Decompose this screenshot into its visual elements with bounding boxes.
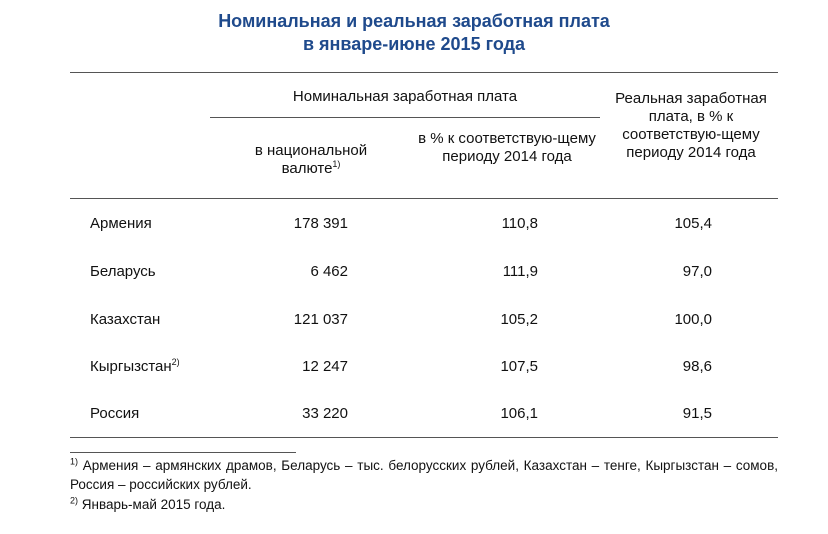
footnote-1 (70, 456, 778, 494)
footnote-1-text: Армения – армянских драмов, Беларусь – тыс. белорусских рублей, Казахстан – тенге, Кыргызстан – сомов, Россия – российских рублей. (70, 458, 778, 492)
real-pct-value: 97,0 (682, 263, 712, 280)
country-name: Армения (90, 215, 152, 232)
table-top-rule (70, 72, 778, 73)
footnote-1-mark: 1) (70, 456, 79, 467)
national-currency-value: 12 247 (302, 358, 348, 375)
national-currency-value: 121 037 (293, 311, 348, 328)
real-pct-value: 91,5 (682, 405, 712, 422)
header-bottom-rule (70, 198, 778, 199)
country-name: Кыргызстан (90, 358, 172, 375)
national-currency-value: 6 462 (310, 263, 348, 280)
national-currency-value: 178 391 (293, 215, 348, 232)
footnote-2 (70, 495, 778, 514)
footnote-ref-2: 2) (171, 357, 180, 367)
real-pct-value: 100,0 (674, 311, 712, 328)
nominal-pct-value: 110,8 (501, 215, 538, 232)
header-national-label: в национальной валюте (254, 142, 368, 177)
country-name: Казахстан (90, 311, 161, 328)
national-currency-value: 33 220 (302, 405, 348, 422)
page-title: Номинальная и реальная заработная плата (218, 11, 610, 31)
footnote-2-mark: 2) (70, 495, 79, 506)
country-name-with-note (90, 358, 180, 376)
header-national-currency (226, 142, 396, 178)
page-subtitle: в январе-июне 2015 года (302, 34, 526, 54)
header-group-rule (210, 117, 600, 118)
nominal-pct-value: 105,2 (500, 311, 538, 328)
footnote-ref-1: 1) (332, 159, 341, 169)
real-pct-value: 105,4 (674, 215, 712, 232)
nominal-pct-value: 107,5 (500, 358, 538, 375)
country-name: Беларусь (90, 263, 156, 280)
real-pct-value: 98,6 (682, 358, 712, 375)
country-name: Россия (90, 405, 140, 422)
header-real-pct: Реальная заработная плата, в % к соответствую-щему периоду 2014 года (615, 90, 767, 161)
table-bottom-rule (70, 437, 778, 438)
header-nominal-group: Номинальная заработная плата (292, 88, 518, 105)
footnote-2-text: Январь-май 2015 года. (81, 497, 226, 512)
nominal-pct-value: 106,1 (500, 405, 538, 422)
header-nominal-pct: в % к соответствую-щему периоду 2014 года (418, 130, 596, 165)
footnote-separator (70, 452, 296, 453)
nominal-pct-value: 111,9 (502, 263, 538, 280)
